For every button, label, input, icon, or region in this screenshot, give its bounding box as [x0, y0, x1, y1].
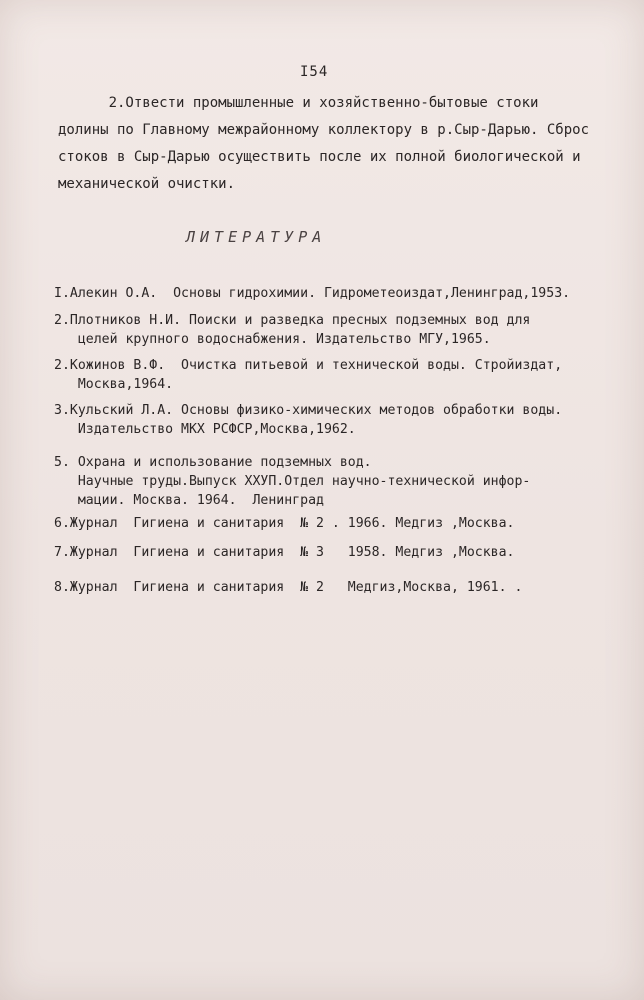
reference-line: мации. Москва. 1964. Ленинград: [54, 493, 324, 508]
reference-item: [54, 514, 624, 533]
reference-line: Москва,1964.: [54, 377, 174, 392]
reference-item: [54, 356, 624, 394]
paragraph-line: стоков в Сыр-Дарью осуществить после их полной биологической и: [58, 149, 581, 165]
reference-item: [54, 578, 624, 597]
page-number: I54: [300, 64, 329, 80]
reference-line: Издательство МКХ РСФСР,Москва,1962.: [54, 422, 356, 437]
reference-line: 3.Кульский Л.А. Основы физико-химических методов обработки воды.: [54, 403, 563, 418]
reference-item: [54, 401, 624, 439]
reference-line: целей крупного водоснабжения. Издательство МГУ,1965.: [54, 332, 491, 347]
reference-line: 8.Журнал Гигиена и санитария № 2 Медгиз,Москва, 1961. .: [54, 580, 523, 595]
reference-item: [54, 453, 624, 510]
paragraph-line: долины по Главному межрайонному коллектору в р.Сыр-Дарью. Сброс: [58, 122, 590, 138]
body-paragraph: [58, 90, 598, 198]
reference-line: I.Алекин О.А. Основы гидрохимии. Гидрометеоиздат,Ленинград,1953.: [54, 286, 571, 301]
paragraph-line: механической очистки.: [58, 176, 236, 192]
reference-item: [54, 543, 624, 562]
reference-line: 7.Журнал Гигиена и санитария № 3 1958. Медгиз ,Москва.: [54, 545, 515, 560]
reference-line: 5. Охрана и использование подземных вод.: [54, 455, 372, 470]
reference-line: 2.Кожинов В.Ф. Очистка питьевой и технической воды. Стройиздат,: [54, 358, 563, 373]
paragraph-line: 2.Отвести промышленные и хозяйственно-бытовые стоки: [58, 95, 539, 111]
reference-item: [54, 311, 624, 349]
reference-item: [54, 284, 624, 303]
reference-line: 2.Плотников Н.И. Поиски и разведка пресных подземных вод для: [54, 313, 531, 328]
reference-line: 6.Журнал Гигиена и санитария № 2 . 1966. Медгиз ,Москва.: [54, 516, 515, 531]
section-heading: ЛИТЕРАТУРА: [186, 228, 327, 246]
reference-line: Научные труды.Выпуск XXУП.Отдел научно-технической инфор-: [54, 474, 531, 489]
